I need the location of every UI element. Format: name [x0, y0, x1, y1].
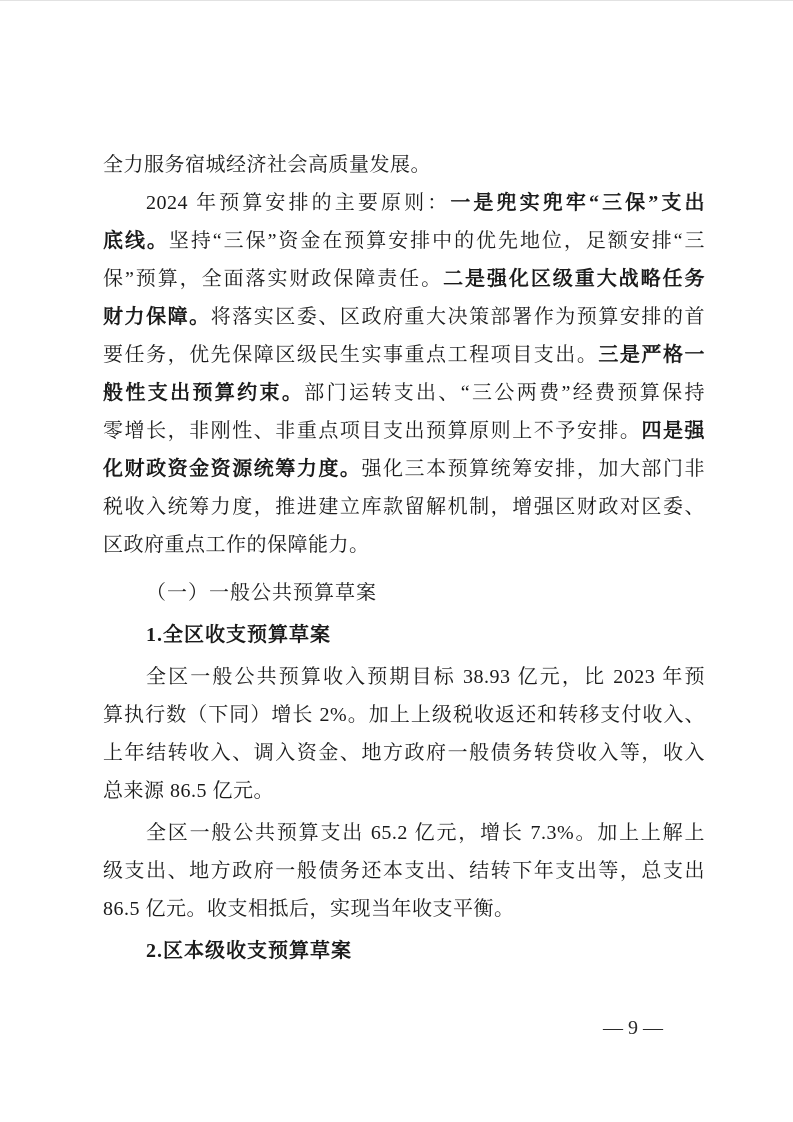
- emphasis-text: 般性支出预算约束。: [103, 382, 305, 404]
- body-text: 86.5 亿元。收支相抵后，实现当年收支平衡。: [103, 898, 515, 920]
- text-line: [103, 890, 705, 928]
- paragraph: [103, 146, 705, 184]
- text-line: [103, 696, 705, 734]
- body-text: （一）一般公共预算草案: [146, 582, 377, 604]
- body-text: 总来源 86.5 亿元。: [103, 780, 274, 802]
- body-text: 级支出、地方政府一般债务还本支出、结转下年支出等，总支出: [103, 860, 705, 882]
- text-line: [103, 298, 705, 336]
- body-text: 部门运转支出、“三公两费”经费预算保持: [304, 382, 705, 404]
- body-text: 将落实区委、区政府重大决策部署作为预算安排的首: [210, 306, 706, 328]
- body-text: 强化三本预算统筹安排，加大部门非: [361, 458, 706, 480]
- body-text: 全力服务宿城经济社会高质量发展。: [103, 154, 431, 176]
- emphasis-text: 化财政资金资源统筹力度。: [103, 458, 362, 480]
- text-line: [103, 146, 705, 184]
- text-line: [103, 932, 705, 970]
- text-line: [103, 526, 705, 564]
- emphasis-text: 三是严格一: [598, 344, 706, 366]
- body-text: 算执行数（下同）增长 2%。加上上级税收返还和转移支付收入、: [103, 704, 705, 726]
- emphasis-text: 底线。: [103, 230, 169, 252]
- text-line: [103, 184, 705, 222]
- body-text: 全区一般公共预算支出 65.2 亿元，增长 7.3%。加上上解上: [146, 822, 705, 844]
- emphasis-text: 2.区本级收支预算草案: [146, 940, 352, 962]
- body-text: 2024 年预算安排的主要原则：: [146, 192, 451, 214]
- body-text: 零增长，非刚性、非重点项目支出预算原则上不予安排。: [103, 420, 642, 442]
- page-number: — 9 —: [603, 1017, 663, 1039]
- text-line: [103, 450, 705, 488]
- heading: [103, 932, 705, 970]
- text-line: [103, 574, 705, 612]
- paragraph: [103, 184, 705, 564]
- body-text: 保”预算，全面落实财政保障责任。: [103, 268, 444, 290]
- body-text: 上年结转收入、调入资金、地方政府一般债务转贷收入等，收入: [103, 742, 705, 764]
- document-body: [103, 146, 705, 970]
- page-top-edge-line: [0, 0, 793, 1]
- text-line: [103, 772, 705, 810]
- body-text: 坚持“三保”资金在预算安排中的优先地位，足额安排“三: [168, 230, 706, 252]
- emphasis-text: 一是兜实兜牢“三保”支出: [450, 192, 706, 214]
- emphasis-text: 二是强化区级重大战略任务: [443, 268, 705, 290]
- text-line: [103, 814, 705, 852]
- body-text: 要任务，优先保障区级民生实事重点工程项目支出。: [103, 344, 599, 366]
- body-text: 区政府重点工作的保障能力。: [103, 534, 370, 556]
- text-line: [103, 616, 705, 654]
- text-line: [103, 412, 705, 450]
- emphasis-text: 财力保障。: [103, 306, 211, 328]
- emphasis-text: 1.全区收支预算草案: [146, 624, 331, 646]
- text-line: [103, 222, 705, 260]
- text-line: [103, 488, 705, 526]
- text-line: [103, 374, 705, 412]
- text-line: [103, 734, 705, 772]
- body-text: 全区一般公共预算收入预期目标 38.93 亿元，比 2023 年预: [146, 666, 705, 688]
- text-line: [103, 260, 705, 298]
- heading: [103, 616, 705, 654]
- subheading: [103, 574, 705, 612]
- text-line: [103, 336, 705, 374]
- paragraph: [103, 658, 705, 810]
- text-line: [103, 852, 705, 890]
- paragraph: [103, 814, 705, 928]
- text-line: [103, 658, 705, 696]
- emphasis-text: 四是强: [641, 420, 706, 442]
- body-text: 税收入统筹力度，推进建立库款留解机制，增强区财政对区委、: [103, 496, 705, 518]
